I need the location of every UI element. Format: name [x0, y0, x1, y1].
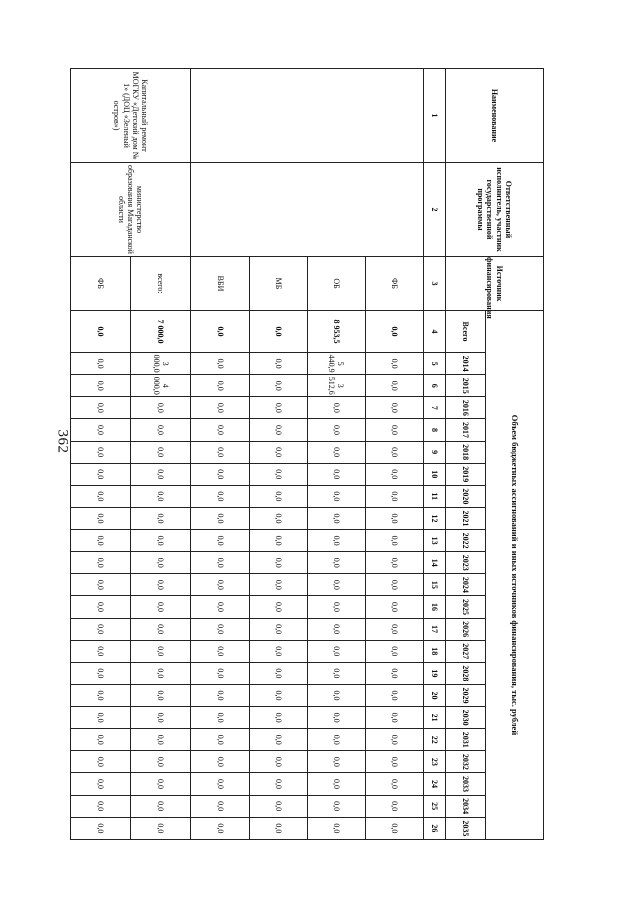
- year-value: 0,0: [71, 419, 131, 441]
- column-number: 15: [424, 574, 446, 596]
- year-value: 0,0: [191, 397, 249, 419]
- year-value: 0,0: [131, 441, 191, 463]
- header-total: Всего: [446, 311, 486, 353]
- header-source: Источник финансирования: [446, 257, 544, 311]
- header-year: 2026: [446, 618, 486, 640]
- year-value: 0,0: [131, 773, 191, 795]
- year-value: 0,0: [71, 375, 131, 397]
- header-year: 2021: [446, 507, 486, 529]
- year-value: 0,0: [131, 684, 191, 706]
- year-value: 0,0: [191, 353, 249, 375]
- year-value: 0,0: [365, 817, 423, 839]
- year-value: 0,0: [71, 662, 131, 684]
- year-value: 0,0: [131, 485, 191, 507]
- column-number: 17: [424, 618, 446, 640]
- year-value: 0,0: [191, 684, 249, 706]
- year-value: 0,0: [249, 463, 307, 485]
- year-value: 3 512,6: [307, 375, 365, 397]
- row-total: 7 000,0: [131, 311, 191, 353]
- year-value: 0,0: [365, 574, 423, 596]
- year-value: 0,0: [307, 574, 365, 596]
- year-value: 0,0: [365, 463, 423, 485]
- year-value: 0,0: [131, 707, 191, 729]
- header-year: 2014: [446, 353, 486, 375]
- year-value: 0,0: [191, 707, 249, 729]
- rotated-sheet: [70, 68, 544, 840]
- column-number: 2: [424, 163, 446, 257]
- column-number: 7: [424, 397, 446, 419]
- year-value: 0,0: [249, 662, 307, 684]
- year-value: 0,0: [131, 419, 191, 441]
- table-body: [71, 69, 424, 840]
- year-value: 0,0: [249, 353, 307, 375]
- row-source: ФБ: [71, 257, 131, 311]
- year-value: 0,0: [249, 773, 307, 795]
- year-value: 0,0: [249, 485, 307, 507]
- column-number: 22: [424, 729, 446, 751]
- year-value: 0,0: [307, 684, 365, 706]
- year-value: 0,0: [307, 419, 365, 441]
- column-number: 21: [424, 707, 446, 729]
- header-year: 2020: [446, 485, 486, 507]
- year-value: 0,0: [249, 640, 307, 662]
- header-year: 2028: [446, 662, 486, 684]
- column-number: 18: [424, 640, 446, 662]
- year-value: 0,0: [191, 640, 249, 662]
- page-number: 362: [54, 429, 71, 454]
- year-value: 0,0: [307, 507, 365, 529]
- year-value: 0,0: [249, 729, 307, 751]
- row-total: 8 953,5: [307, 311, 365, 353]
- year-value: 0,0: [307, 662, 365, 684]
- header-executor: Ответственный исполнитель, участник государственной программы: [446, 163, 544, 257]
- year-value: 0,0: [131, 596, 191, 618]
- year-value: 0,0: [307, 485, 365, 507]
- column-number: 23: [424, 751, 446, 773]
- year-value: 0,0: [249, 707, 307, 729]
- year-value: 0,0: [191, 441, 249, 463]
- year-value: 0,0: [131, 574, 191, 596]
- header-year: 2024: [446, 574, 486, 596]
- year-value: 0,0: [191, 596, 249, 618]
- year-value: 0,0: [191, 773, 249, 795]
- column-number: 14: [424, 552, 446, 574]
- year-value: 0,0: [249, 795, 307, 817]
- row-name: [191, 69, 424, 163]
- year-value: 0,0: [191, 419, 249, 441]
- year-value: 0,0: [71, 441, 131, 463]
- year-value: 0,0: [71, 463, 131, 485]
- year-value: 0,0: [131, 530, 191, 552]
- column-number: 13: [424, 530, 446, 552]
- year-value: 0,0: [365, 419, 423, 441]
- year-value: 0,0: [191, 530, 249, 552]
- column-number: 25: [424, 795, 446, 817]
- year-value: 0,0: [365, 375, 423, 397]
- year-value: 0,0: [249, 507, 307, 529]
- header-year: 2018: [446, 441, 486, 463]
- year-value: 0,0: [191, 662, 249, 684]
- year-value: 0,0: [131, 751, 191, 773]
- year-value: 0,0: [307, 773, 365, 795]
- year-value: 0,0: [71, 773, 131, 795]
- header-year: 2035: [446, 817, 486, 839]
- header-year: 2030: [446, 707, 486, 729]
- year-value: 0,0: [249, 397, 307, 419]
- column-number: 24: [424, 773, 446, 795]
- column-number: 8: [424, 419, 446, 441]
- year-value: 0,0: [249, 552, 307, 574]
- column-number: 3: [424, 257, 446, 311]
- year-value: 0,0: [307, 618, 365, 640]
- row-source: ОБ: [307, 257, 365, 311]
- year-value: 0,0: [71, 751, 131, 773]
- year-value: 0,0: [365, 596, 423, 618]
- column-number: 11: [424, 485, 446, 507]
- year-value: 0,0: [365, 640, 423, 662]
- year-value: 0,0: [71, 485, 131, 507]
- year-value: 0,0: [191, 618, 249, 640]
- row-total: 0,0: [249, 311, 307, 353]
- year-value: 0,0: [71, 640, 131, 662]
- year-value: 0,0: [249, 751, 307, 773]
- year-value: 3 000,0: [131, 353, 191, 375]
- year-value: 0,0: [191, 485, 249, 507]
- year-value: 0,0: [307, 441, 365, 463]
- table-row: [365, 69, 423, 840]
- year-value: 0,0: [249, 596, 307, 618]
- year-value: 0,0: [71, 552, 131, 574]
- header-year: 2033: [446, 773, 486, 795]
- year-value: 0,0: [191, 817, 249, 839]
- year-value: 0,0: [71, 684, 131, 706]
- year-value: 0,0: [71, 729, 131, 751]
- year-value: 0,0: [249, 684, 307, 706]
- row-executor: министерство образования Магаданской области: [71, 163, 191, 257]
- year-value: 0,0: [71, 707, 131, 729]
- year-value: 0,0: [71, 596, 131, 618]
- row-total: 0,0: [365, 311, 423, 353]
- column-number: 1: [424, 69, 446, 163]
- year-value: 4 000,0: [131, 375, 191, 397]
- column-number: 12: [424, 507, 446, 529]
- year-value: 0,0: [249, 375, 307, 397]
- year-value: 0,0: [71, 397, 131, 419]
- year-value: 0,0: [365, 507, 423, 529]
- year-value: 0,0: [131, 618, 191, 640]
- year-value: 0,0: [365, 618, 423, 640]
- row-name: Капитальный ремонт МОГКУ «Детский дом № 1» (ДОЦ «Зеленый остров»): [71, 69, 191, 163]
- header-year: 2031: [446, 729, 486, 751]
- year-value: 0,0: [365, 773, 423, 795]
- year-value: 0,0: [71, 507, 131, 529]
- financing-table: [70, 68, 544, 840]
- year-value: 0,0: [365, 795, 423, 817]
- year-value: 0,0: [307, 729, 365, 751]
- column-number: 4: [424, 311, 446, 353]
- year-value: 0,0: [191, 574, 249, 596]
- header-year: 2029: [446, 684, 486, 706]
- row-executor: [191, 163, 424, 257]
- row-source: всего:: [131, 257, 191, 311]
- year-value: 0,0: [307, 817, 365, 839]
- header-year: 2017: [446, 419, 486, 441]
- year-value: 0,0: [365, 441, 423, 463]
- year-value: 0,0: [71, 618, 131, 640]
- year-value: 0,0: [191, 463, 249, 485]
- year-value: 0,0: [131, 463, 191, 485]
- header-year: 2019: [446, 463, 486, 485]
- header-year: 2022: [446, 530, 486, 552]
- column-number-row: [424, 69, 446, 840]
- header-year: 2032: [446, 751, 486, 773]
- year-value: 0,0: [307, 640, 365, 662]
- year-value: 0,0: [131, 662, 191, 684]
- year-value: 0,0: [249, 530, 307, 552]
- year-value: 0,0: [249, 574, 307, 596]
- year-value: 0,0: [249, 618, 307, 640]
- header-row-1: [486, 69, 544, 840]
- header-year: 2027: [446, 640, 486, 662]
- header-year: 2025: [446, 596, 486, 618]
- year-value: 0,0: [131, 640, 191, 662]
- year-value: 0,0: [71, 795, 131, 817]
- year-value: 0,0: [131, 552, 191, 574]
- header-year: 2015: [446, 375, 486, 397]
- year-value: 0,0: [365, 729, 423, 751]
- year-value: 0,0: [131, 817, 191, 839]
- row-source: ФБ: [365, 257, 423, 311]
- year-value: 0,0: [191, 375, 249, 397]
- year-value: 0,0: [307, 463, 365, 485]
- year-value: 0,0: [307, 751, 365, 773]
- column-number: 9: [424, 441, 446, 463]
- year-value: 0,0: [131, 397, 191, 419]
- header-year: 2016: [446, 397, 486, 419]
- year-value: 0,0: [249, 441, 307, 463]
- year-value: 0,0: [307, 707, 365, 729]
- year-value: 0,0: [191, 795, 249, 817]
- year-value: 0,0: [365, 552, 423, 574]
- column-number: 20: [424, 684, 446, 706]
- column-number: 6: [424, 375, 446, 397]
- year-value: 0,0: [307, 530, 365, 552]
- year-value: 0,0: [71, 353, 131, 375]
- year-value: 0,0: [365, 751, 423, 773]
- year-value: 0,0: [307, 552, 365, 574]
- year-value: 0,0: [249, 817, 307, 839]
- row-source: МБ: [249, 257, 307, 311]
- year-value: 0,0: [249, 419, 307, 441]
- year-value: 0,0: [365, 530, 423, 552]
- header-year: 2034: [446, 795, 486, 817]
- year-value: 0,0: [191, 751, 249, 773]
- year-value: 0,0: [307, 397, 365, 419]
- year-value: 0,0: [71, 530, 131, 552]
- header-volume-title: Объем бюджетных ассигнований и иных источников финансирования, тыс. рублей: [486, 311, 544, 840]
- column-number: 19: [424, 662, 446, 684]
- column-number: 5: [424, 353, 446, 375]
- year-value: 0,0: [191, 729, 249, 751]
- row-total: 0,0: [71, 311, 131, 353]
- year-value: 0,0: [365, 485, 423, 507]
- table-row: [131, 69, 191, 840]
- year-value: 0,0: [131, 795, 191, 817]
- year-value: 0,0: [71, 817, 131, 839]
- year-value: 5 440,9: [307, 353, 365, 375]
- year-value: 0,0: [131, 507, 191, 529]
- year-value: 0,0: [365, 397, 423, 419]
- year-value: 0,0: [365, 353, 423, 375]
- row-total: 0,0: [191, 311, 249, 353]
- year-value: 0,0: [191, 552, 249, 574]
- year-value: 0,0: [365, 707, 423, 729]
- column-number: 16: [424, 596, 446, 618]
- year-value: 0,0: [191, 507, 249, 529]
- column-number: 10: [424, 463, 446, 485]
- column-number: 26: [424, 817, 446, 839]
- year-value: 0,0: [365, 684, 423, 706]
- header-year: 2023: [446, 552, 486, 574]
- header-name: Наименование: [446, 69, 544, 163]
- year-value: 0,0: [131, 729, 191, 751]
- year-value: 0,0: [71, 574, 131, 596]
- year-value: 0,0: [365, 662, 423, 684]
- year-value: 0,0: [307, 795, 365, 817]
- row-source: ВБИ: [191, 257, 249, 311]
- year-value: 0,0: [307, 596, 365, 618]
